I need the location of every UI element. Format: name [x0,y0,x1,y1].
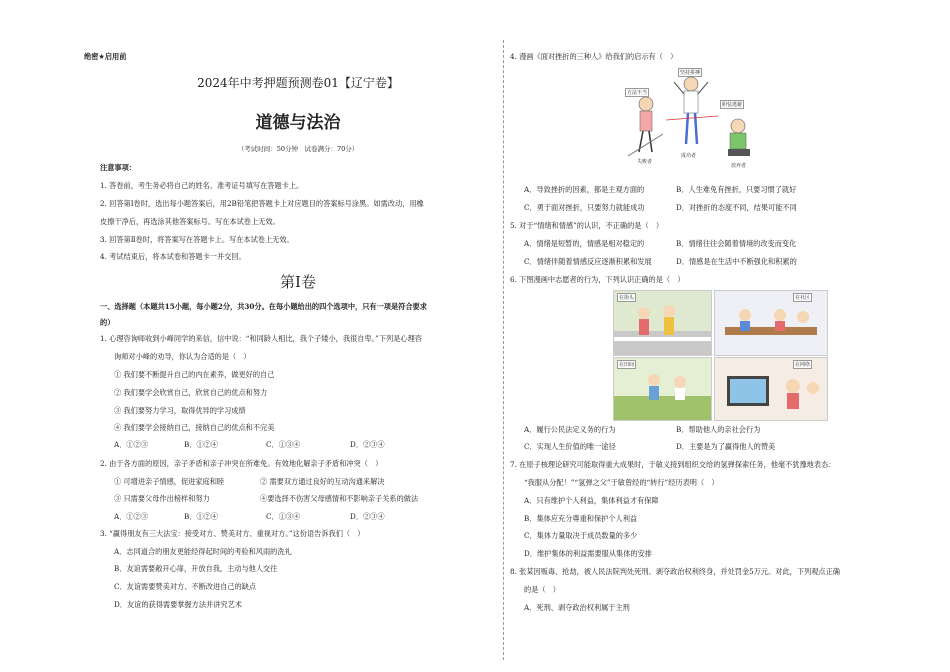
exam-title: 2024年中考押题预测卷01【辽宁卷】 [197,76,399,90]
q3-option-a[interactable]: A．志同道合的朋友更能经得起时间的考验和风雨的洗礼 [114,547,292,556]
q2-item: ④要选择不伤害父母感情和不影响亲子关系的做法 [260,494,419,503]
right-column [510,0,840,672]
q4-option-a[interactable]: A．导致挫折的因素，都是主观方面的 [524,185,645,194]
q5-stem: 5. 对于“情绪和情感”的认识，不正确的是（ ） [510,221,664,230]
q4-label: 成功者 [681,153,697,159]
q3-option-b[interactable]: B．友谊需要敞开心扉，开放自我，主动与他人交往 [114,564,278,573]
q6-option-a[interactable]: A．履行公民法定义务的行为 [524,425,616,434]
q1-option-b[interactable]: B．①②④ [184,440,219,449]
column-divider [503,40,504,660]
notes-heading: 注意事项： [100,163,136,172]
q2-item: ③ 只需要父母作出榜样和努力 [114,494,210,503]
q6-option-c[interactable]: C．实现人生价值的唯一途径 [524,442,616,451]
q6-panel-community-image [714,290,828,356]
q6-stem: 6. 下图漫画中志愿者的行为，下列认识正确的是（ ） [510,275,685,284]
q4-stem: 4. 漫画《面对挫折的三种人》给我们的启示有（ ） [510,52,678,61]
q8-stem: 8. 张某因贩毒、抢劫，被人民法院判处死刑、剥夺政治权利终身，并处罚金5万元。对此，下列观点正确 [510,567,840,576]
q4-label: 失败者 [637,159,653,165]
q2-item: ① 可增进亲子情感，促进家庭和睦 [114,477,225,486]
q3-option-d[interactable]: D．友谊的获得需要掌握方法并讲究艺术 [114,600,242,609]
secret-mark: 绝密★启用前 [84,52,127,61]
note-item: 皮擦干净后，再选涂其他答案标号。写在本试卷上无效。 [100,217,280,226]
q2-option-a[interactable]: A．①②③ [114,512,148,521]
q6-label: 在田间 [619,362,635,368]
q1-stem: 1. 心理咨询师收到小峰同学的来信，信中说：“和同龄人相比，我个子矮小，我很自卑。”下列是心理咨 [100,334,422,343]
q6-option-d[interactable]: D．主要是为了赢得他人的赞美 [676,442,776,451]
q4-label: 胆怯逃避 [722,102,743,108]
note-item: 2. 回答第Ⅰ卷时，选出每小题答案后，用2B铅笔把答题卡上对应题目的答案标号涂黑。如需改动，用橡 [100,199,424,208]
q1-item: ④ 我们要学会接纳自己，接纳自己的优点和不完美 [114,423,275,432]
q6-panel-network-image [714,357,828,421]
left-column [84,0,496,672]
q1-item: ① 我们要不断提升自己的内在素养，做更好的自己 [114,370,275,379]
q6-panel-street-image [613,290,712,356]
q8-stem-cont: 的是（ ） [524,585,560,594]
subject-title: 道德与法治 [255,113,341,133]
q8-option-a[interactable]: A．死刑、剥夺政治权利属于主刑 [524,603,630,612]
note-item: 4. 考试结束后，将本试卷和答题卡一并交回。 [100,252,246,261]
q4-label: 坚持拼搏 [680,70,701,76]
q4-cartoon-image [618,64,768,172]
q2-stem: 2. 由于各方面的原因，亲子矛盾和亲子冲突在所难免。有效地化解亲子矛盾和冲突（ ） [100,459,383,468]
q4-option-b[interactable]: B．人生难免有挫折，只要习惯了就好 [676,185,797,194]
q4-label: 放弃者 [731,163,747,169]
q7-stem: 7. 在原子核理论研究可能取得重大成果时，于敏义接到组织交给的氢弹探索任务，他毫不犹豫地表态： [510,460,836,469]
q5-option-b[interactable]: B．情绪往往会随着情境的改变而变化 [676,239,797,248]
q3-option-c[interactable]: C．友谊需要赞美对方、不断改进自己的缺点 [114,582,257,591]
q1-option-d[interactable]: D．②③④ [350,440,385,449]
q6-panel-field-image [613,357,712,421]
q4-option-d[interactable]: D．对挫折的态度不同，结果可能不同 [676,203,797,212]
q6-label: 在街头 [619,295,635,301]
q4-label: 方法不当 [627,90,648,96]
q2-option-d[interactable]: D．②③④ [350,512,385,521]
q2-item: ② 需要双方通过良好的互动沟通来解决 [260,477,385,486]
q1-stem-cont: 询师对小峰的劝导，你认为合适的是（ ） [114,352,251,361]
q1-item: ③ 我们要努力学习，取得优异的学习成绩 [114,406,246,415]
q1-option-a[interactable]: A．①②③ [114,440,148,449]
q5-option-c[interactable]: C．情绪伴随着情感反应逐渐积累和发展 [524,257,652,266]
note-item: 3. 回答第Ⅱ卷时，将答案写在答题卡上。写在本试卷上无效。 [100,235,294,244]
q6-label: 在社区 [795,295,811,301]
q4-option-c[interactable]: C．勇于面对挫折，只要努力就能成功 [524,203,645,212]
q1-item: ② 我们要学会欣赏自己，欣赏自己的优点和努力 [114,388,268,397]
q5-option-d[interactable]: D．情感是在生活中不断强化和积累的 [676,257,797,266]
note-item: 1. 答卷前，考生务必将自己的姓名、准考证号填写在答题卡上。 [100,181,304,190]
exam-info: （考试时间：50分钟 试卷满分：70分） [237,145,359,153]
q7-option-c[interactable]: C．集体力量取决于成员数量的多少 [524,531,638,540]
q6-label: 在网络 [795,362,811,368]
q7-option-d[interactable]: D．维护集体的利益需要服从集体的安排 [524,549,652,558]
q2-option-b[interactable]: B．①②④ [184,512,219,521]
section-heading: 一、选择题（本题共15小题，每小题2分，共30分。在每小题给出的四个选项中，只有一项是符合要求 [100,302,427,311]
section-heading-cont: 的） [100,318,115,327]
q2-option-c[interactable]: C．①③④ [266,512,301,521]
q7-stem-cont: “我服从分配！”“氢弹之父”于敏曾经的“转行”经历表明（ ） [524,478,719,487]
q7-option-b[interactable]: B．集体应充分尊重和保护个人利益 [524,514,638,523]
volume-title: 第Ⅰ卷 [280,273,316,291]
q7-option-a[interactable]: A．只有维护个人利益，集体利益才有保障 [524,496,659,505]
q1-option-c[interactable]: C．①③④ [266,440,301,449]
q6-option-b[interactable]: B．帮助他人的亲社会行为 [676,425,761,434]
q5-option-a[interactable]: A．情绪是短暂的，情感是相对稳定的 [524,239,645,248]
q3-stem: 3. “赢得朋友有三大法宝：接受对方、赞美对方、重视对方。”这份语告诉我们（ ） [100,529,365,538]
